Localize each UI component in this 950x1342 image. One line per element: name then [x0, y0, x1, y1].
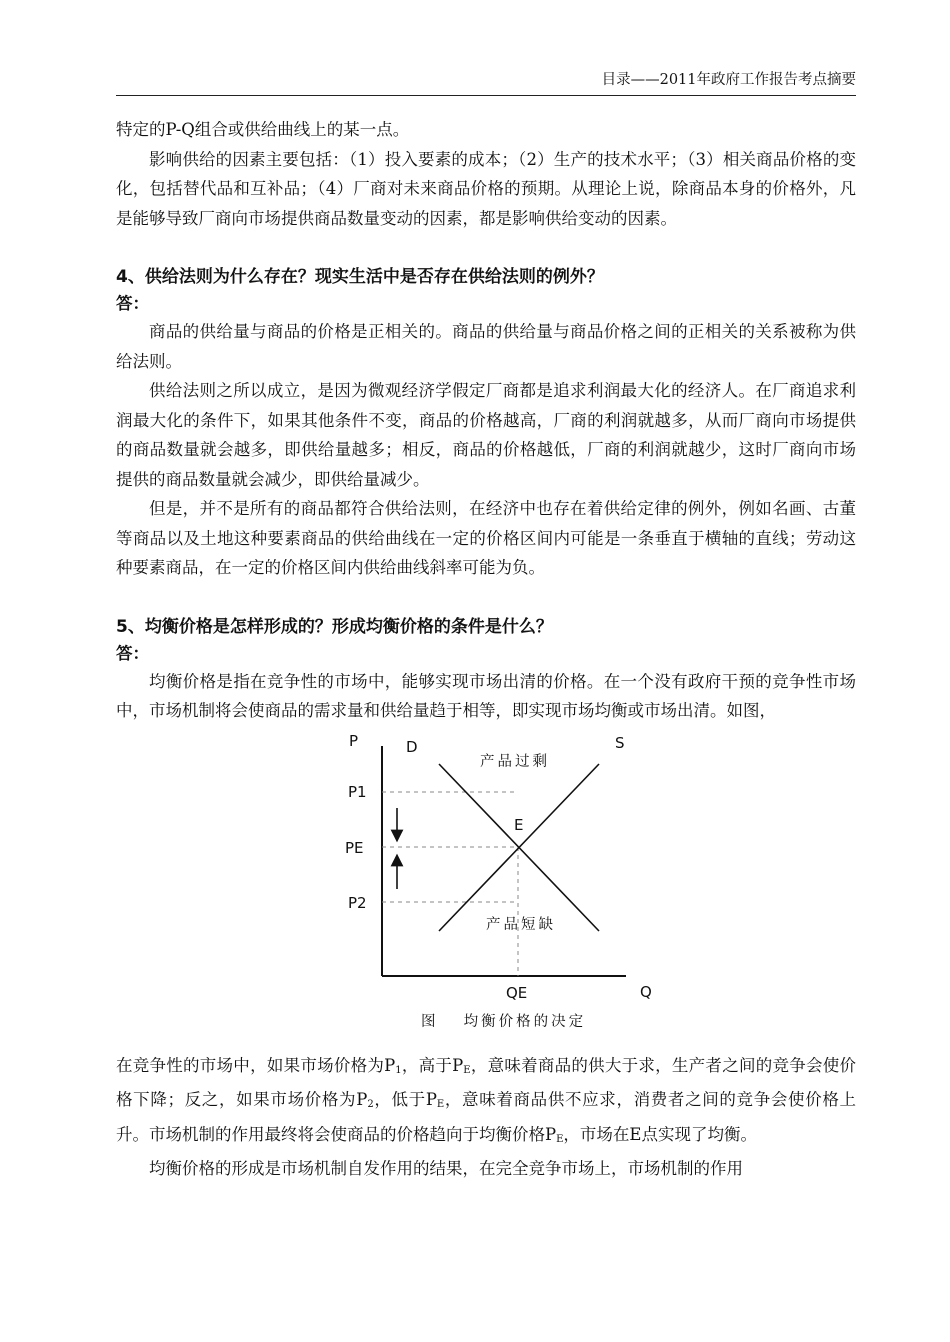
demand-label: D [406, 737, 418, 756]
paragraph: 均衡价格的形成是市场机制自发作用的结果，在完全竞争市场上，市场机制的作用 [149, 1159, 743, 1178]
paragraph: 商品的供给量与商品的价格是正相关的。商品的供给量与商品价格之间的正相关的关系被称为供给法则。 [116, 322, 856, 371]
paragraph: 均衡价格是指在竞争性的市场中，能够实现市场出清的价格。在一个没有政府干预的竞争性市场中，市场机制将会使商品的需求量和供给量趋于相等，即实现市场均衡或市场出清。如图， [116, 671, 856, 720]
supply-label: S [615, 733, 625, 752]
equilibrium-chart [116, 726, 856, 1051]
chart-svg [116, 726, 856, 1051]
paragraph: 但是，并不是所有的商品都符合供给法则，在经济中也存在着供给定律的例外，例如名画、古董等商品以及土地这种要素商品的供给曲线在一定的价格区间内可能是一条垂直于横轴的直线；劳动这种要素商品，在一定的价格区间内供给曲线斜率可能为负。 [116, 499, 856, 577]
paragraph: 在竞争性的市场中，如果市场价格为$P_1$，高于$P_E$，意味着商品的供大于求，生产者之间的竞争会使价格下降；反之，如果市场价格为$P_2$，低于$P_E$，意味着商品供不应求，消费者之间的竞争会使价格上升。市场机制的作用最终将会使商品的价格趋向于均衡价格$P_E$，市场在E点实现了均衡。 [116, 1055, 857, 1145]
x-axis-label: Q [640, 982, 652, 1001]
surplus-annotation: 产品过剩 [480, 753, 550, 770]
page-header [116, 70, 856, 96]
paragraph: 特定的P-Q组合或供给曲线上的某一点。 [116, 120, 410, 139]
answer-label: 答： [116, 294, 149, 313]
y-tick-pe: PE [345, 838, 364, 857]
y-tick-p2: P2 [348, 893, 367, 912]
document-body [116, 115, 856, 1184]
shortage-annotation: 产品短缺 [486, 916, 556, 933]
header-title: 目录——2011年政府工作报告考点摘要 [601, 72, 856, 88]
paragraph: 供给法则之所以成立，是因为微观经济学假定厂商都是追求利润最大化的经济人。在厂商追求利润最大化的条件下，如果其他条件不变，商品的价格越高，厂商的利润就越多，从而厂商向市场提供的商品数量就会越多，即供给量越多；相反，商品的价格越低，厂商的利润就越少，这时厂商向市场提供的商品数量就会减少，即供给量减少。 [116, 381, 856, 489]
answer-label: 答： [116, 643, 149, 663]
y-tick-p1: P1 [348, 782, 367, 801]
figure-caption: 图 均衡价格的决定 [421, 1013, 587, 1030]
question-5-heading: 5、均衡价格是怎样形成的？形成均衡价格的条件是什么？ [116, 616, 553, 637]
paragraph: 影响供给的因素主要包括：（1）投入要素的成本；（2）生产的技术水平；（3）相关商品价格的变化，包括替代品和互补品；（4）厂商对未来商品价格的预期。从理论上说，除商品本身的价格外，凡是能够导致厂商向市场提供商品数量变动的因素，都是影响供给变动的因素。 [116, 149, 856, 228]
equilibrium-label: E [514, 815, 524, 834]
x-tick-qe: QE [506, 983, 528, 1002]
y-axis-label: P [349, 731, 359, 750]
question-4-heading: 4、供给法则为什么存在？现实生活中是否存在供给法则的例外？ [116, 267, 604, 287]
